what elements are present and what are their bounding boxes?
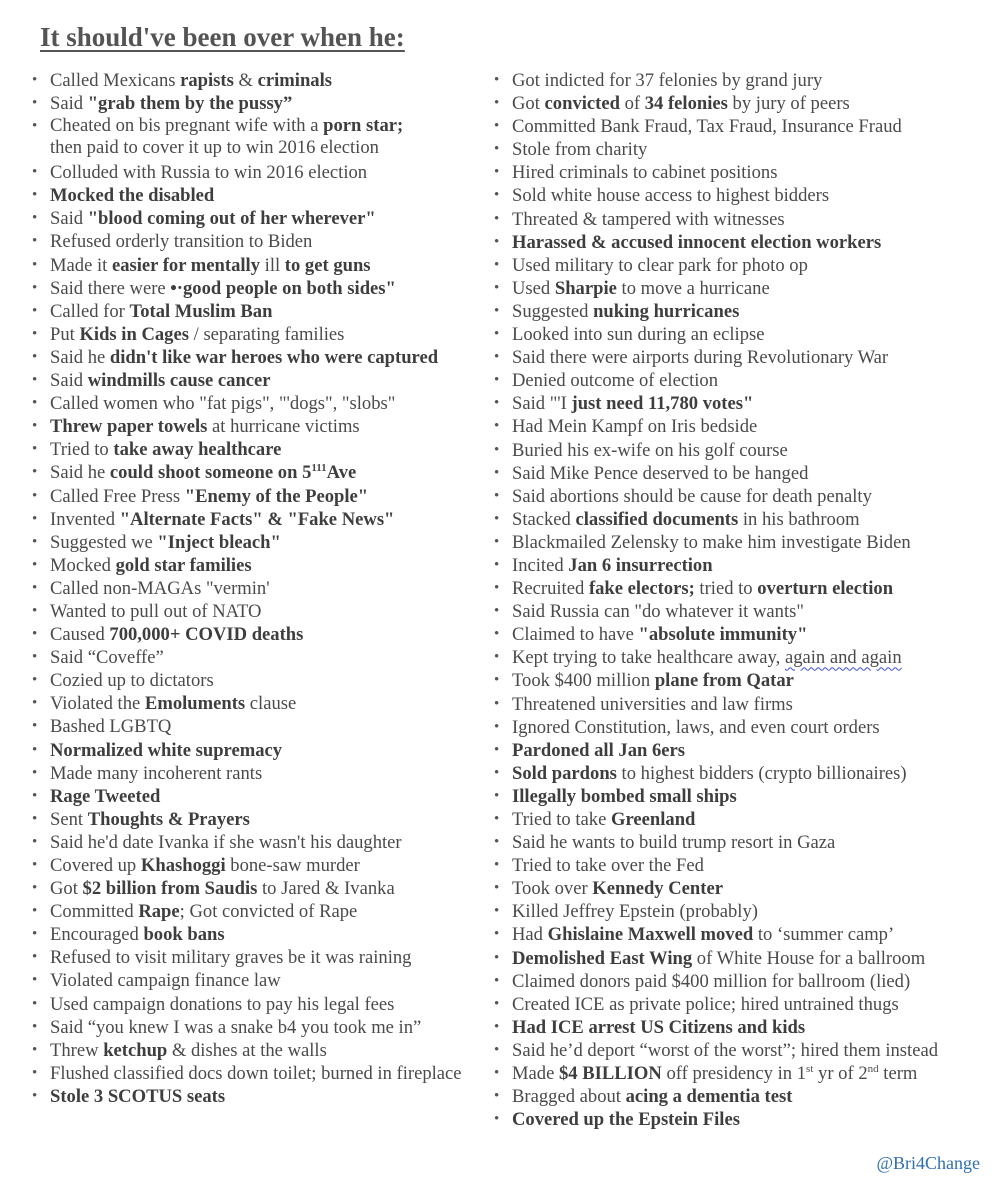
item-text: of xyxy=(619,93,645,115)
item-text: Said he’d deport “worst of the worst”; hired them instead xyxy=(512,1039,938,1061)
bold-text: convicted xyxy=(544,93,620,115)
bold-text: Demolished East Wing xyxy=(512,947,693,969)
item-text: & xyxy=(233,70,258,91)
bold-text: to get guns xyxy=(284,254,371,276)
item-text: Had Mein Kampf on Iris bedside xyxy=(512,416,758,438)
list-item xyxy=(32,715,494,738)
item-text: Said "'I xyxy=(512,393,572,415)
bold-text: overturn election xyxy=(757,578,894,600)
bold-text: classified documents xyxy=(575,508,739,530)
bold-text: "blood coming out of her wherever" xyxy=(87,208,376,230)
list-item xyxy=(494,970,964,993)
item-text: again and again xyxy=(784,647,902,669)
item-text: Refused orderly transition to Biden xyxy=(50,231,313,253)
item-text: Committed Bank Fraud, Tax Fraud, Insurance Fraud xyxy=(512,116,902,138)
list-item xyxy=(494,485,964,508)
item-text: Blackmailed Zelensky to make him investigate Biden xyxy=(512,531,911,553)
item-text: Said he wants to build trump resort in Gaza xyxy=(512,832,836,854)
list-item xyxy=(494,646,964,669)
item-text: by jury of peers xyxy=(727,93,850,115)
item-text: Caused xyxy=(50,624,110,646)
list-item xyxy=(32,115,494,161)
bold-text: Khashoggi xyxy=(140,855,226,876)
left-column-list xyxy=(32,69,494,1108)
list-item xyxy=(494,808,964,831)
item-text: Claimed to have xyxy=(512,624,639,646)
bold-text: Had ICE arrest US Citizens and kids xyxy=(512,1016,806,1038)
item-text: Tried to take over the Fed xyxy=(512,855,704,877)
bold-text: "grab them by the pussy” xyxy=(87,93,293,115)
item-text: Tried to take xyxy=(512,809,611,830)
bold-text: "Enemy of the People" xyxy=(184,485,369,507)
item-text: Made xyxy=(512,1063,559,1085)
item-text: Said “you knew I was a snake b4 you took me in” xyxy=(50,1016,422,1038)
item-text: Bashed LGBTQ xyxy=(50,716,172,738)
item-text: Put xyxy=(50,323,80,345)
item-text: Stacked xyxy=(512,508,576,530)
item-text: Committed xyxy=(50,901,139,923)
list-item xyxy=(494,716,964,739)
item-text: clause xyxy=(245,693,297,715)
list-item xyxy=(32,300,494,323)
list-item xyxy=(32,254,494,277)
bold-text: 111 xyxy=(311,462,327,475)
item-text: Had xyxy=(512,924,548,946)
bold-text: Ave xyxy=(326,462,357,484)
list-item xyxy=(494,693,964,716)
list-item xyxy=(32,161,494,184)
item-text: Called non-MAGAs "vermin' xyxy=(50,577,270,599)
bold-text: Threw paper towels xyxy=(50,416,208,438)
item-text: Said Russia can "do whatever it wants" xyxy=(512,601,804,623)
item-text: Claimed donors paid $400 million for ballroom (lied) xyxy=(512,970,911,992)
item-text: term xyxy=(878,1063,918,1085)
list-item xyxy=(32,346,494,369)
bold-text: Emoluments xyxy=(144,693,246,715)
item-text: Colluded with Russia to win 2016 election xyxy=(50,162,368,184)
bold-text: rapists xyxy=(180,70,234,91)
bold-text: Kids in Cages xyxy=(79,323,189,345)
list-item xyxy=(32,461,494,484)
item-text: Said abortions should be cause for death penalty xyxy=(512,485,872,507)
list-item xyxy=(494,993,964,1016)
item-text: in his bathroom xyxy=(738,508,860,530)
item-text: tried to xyxy=(694,578,758,600)
list-item xyxy=(32,623,494,646)
bold-text: nuking hurricanes xyxy=(593,300,740,322)
list-item xyxy=(32,1062,494,1085)
bold-text: Ghislaine Maxwell moved xyxy=(547,924,754,946)
list-item xyxy=(494,1039,964,1062)
list-item xyxy=(32,877,494,900)
item-text: Said xyxy=(50,93,88,115)
list-item xyxy=(32,323,494,346)
list-item xyxy=(32,69,494,92)
item-text: Flushed classified docs down toilet; burned in fireplace xyxy=(50,1062,462,1084)
list-item xyxy=(494,762,964,785)
item-text: Said he'd date Ivanka if she wasn't his daughter xyxy=(50,831,402,853)
bold-text: Greenland xyxy=(611,809,696,830)
item-text: Took over xyxy=(512,878,593,900)
item-text: Threated & tampered with witnesses xyxy=(512,208,785,230)
bold-text: •·good people on both sides" xyxy=(170,277,396,299)
item-text: Wanted to pull out of NATO xyxy=(50,600,262,622)
bold-text: criminals xyxy=(257,70,332,91)
list-item xyxy=(494,369,964,392)
list-item xyxy=(494,415,964,438)
list-item xyxy=(494,184,964,207)
item-text: bone-saw murder xyxy=(225,855,360,876)
list-item xyxy=(32,854,494,877)
list-item xyxy=(32,1039,494,1062)
item-text: then paid to cover it up to win 2016 election xyxy=(50,137,379,159)
list-item xyxy=(494,669,964,692)
item-text: Got indicted for 37 felonies by grand jury xyxy=(512,70,823,91)
item-text: Denied outcome of election xyxy=(512,370,719,392)
list-item xyxy=(494,92,964,115)
list-item xyxy=(32,554,494,577)
list-item xyxy=(32,946,494,969)
list-item xyxy=(32,531,494,554)
item-text: st xyxy=(806,1062,814,1075)
item-text: Said he xyxy=(50,462,110,484)
item-text: Said “Coveffe” xyxy=(50,647,164,669)
item-text: Refused to visit military graves be it was raining xyxy=(50,947,412,969)
bold-text: didn't like war heroes who were captured xyxy=(109,346,439,368)
item-text: of White House for a ballroom xyxy=(692,947,926,969)
item-text: Stole from charity xyxy=(512,139,648,161)
list-item xyxy=(494,900,964,923)
bold-text: Rape xyxy=(138,901,180,923)
item-text: to highest bidders (crypto billionaires) xyxy=(616,762,907,784)
item-text: Sent xyxy=(50,808,88,830)
bold-text: acing a dementia test xyxy=(625,1086,793,1108)
author-handle: @Bri4Change xyxy=(876,1153,980,1173)
list-item xyxy=(494,877,964,900)
list-item xyxy=(494,785,964,808)
bold-text: Illegally bombed small ships xyxy=(512,785,737,807)
list-item xyxy=(32,207,494,230)
bold-text: $2 billion from Saudis xyxy=(82,878,258,900)
bold-text: Stole 3 SCOTUS seats xyxy=(50,1085,226,1107)
bold-text: fake electors; xyxy=(588,578,695,600)
item-text: Called women who "fat pigs", "'dogs", "slobs" xyxy=(50,393,396,415)
bold-text: ketchup xyxy=(103,1039,168,1061)
bold-text: windmills cause cancer xyxy=(87,370,271,392)
list-item xyxy=(32,508,494,531)
item-text: Mocked xyxy=(50,554,116,576)
item-text: at hurricane victims xyxy=(207,416,360,438)
bold-text: Covered up the Epstein Files xyxy=(512,1109,740,1131)
bold-text: Jan 6 insurrection xyxy=(568,554,713,576)
item-text: Tried to xyxy=(50,439,114,461)
item-text: / separating families xyxy=(188,323,345,345)
item-text: Violated campaign finance law xyxy=(50,970,281,992)
item-text: Recruited xyxy=(512,578,589,600)
list-item xyxy=(494,231,964,254)
item-text: off presidency in 1 xyxy=(661,1063,807,1085)
item-text: Threw xyxy=(50,1039,104,1061)
bold-text: 700,000+ COVID deaths xyxy=(109,624,304,646)
item-text: Made many incoherent rants xyxy=(50,762,263,784)
list-item xyxy=(494,300,964,323)
bold-text: book bans xyxy=(143,924,225,946)
item-text: nd xyxy=(867,1062,879,1075)
bold-text: $4 BILLION xyxy=(558,1063,662,1085)
list-item xyxy=(494,392,964,415)
item-text: Created ICE as private police; hired untrained thugs xyxy=(512,993,899,1015)
list-item xyxy=(494,1062,964,1085)
right-column-list xyxy=(494,69,964,1131)
item-text: Invented xyxy=(50,508,120,530)
item-text: Said xyxy=(50,208,88,230)
list-item xyxy=(32,739,494,762)
bold-text: gold star families xyxy=(115,554,252,576)
item-text: Buried his ex-wife on his golf course xyxy=(512,439,788,461)
bold-text: Kennedy Center xyxy=(592,878,723,900)
bold-text: plane from Qatar xyxy=(654,670,794,692)
list-item xyxy=(494,254,964,277)
list-item xyxy=(32,392,494,415)
list-item xyxy=(494,1108,964,1131)
list-item xyxy=(32,993,494,1016)
list-item xyxy=(494,554,964,577)
item-text: Incited xyxy=(512,554,569,576)
bold-text: Sharpie xyxy=(554,277,617,299)
item-text: Said there were xyxy=(50,277,171,299)
list-item xyxy=(32,184,494,207)
item-text: Suggested xyxy=(512,300,594,322)
item-text: & dishes at the walls xyxy=(167,1039,327,1061)
list-item xyxy=(494,531,964,554)
item-text: Killed Jeffrey Epstein (probably) xyxy=(512,901,758,923)
list-item xyxy=(494,323,964,346)
item-text: Said he xyxy=(50,346,110,368)
list-item xyxy=(32,1085,494,1108)
list-item xyxy=(32,1016,494,1039)
list-item xyxy=(494,923,964,946)
list-item xyxy=(494,69,964,92)
bold-text: Thoughts & Prayers xyxy=(87,808,250,830)
list-item xyxy=(494,508,964,531)
bold-text: Normalized white supremacy xyxy=(50,739,283,761)
list-item xyxy=(32,969,494,992)
item-text: ill xyxy=(260,254,285,276)
list-item xyxy=(32,230,494,253)
item-text: Called Free Press xyxy=(50,485,185,507)
list-item xyxy=(494,739,964,762)
item-text: Said Mike Pence deserved to be hanged xyxy=(512,462,809,484)
list-item xyxy=(494,854,964,877)
item-text: Encouraged xyxy=(50,924,144,946)
item-text: Violated the xyxy=(50,693,145,715)
item-text: Cozied up to dictators xyxy=(50,670,214,692)
list-item xyxy=(32,762,494,785)
item-text: Called for xyxy=(50,300,130,322)
item-text: Looked into sun during an eclipse xyxy=(512,324,765,346)
list-item xyxy=(494,138,964,161)
list-item xyxy=(494,1085,964,1108)
list-item xyxy=(494,947,964,970)
item-text: to Jared & Ivanka xyxy=(257,878,395,900)
item-text: Used campaign donations to pay his legal fees xyxy=(50,993,395,1015)
list-item xyxy=(32,669,494,692)
item-text: Threatened universities and law firms xyxy=(512,693,793,715)
item-text: Took $400 million xyxy=(512,670,655,692)
list-item xyxy=(494,439,964,462)
item-text: Hired criminals to cabinet positions xyxy=(512,162,778,184)
list-item xyxy=(32,900,494,923)
list-item xyxy=(32,923,494,946)
bold-text: Mocked the disabled xyxy=(50,185,215,207)
item-text: to move a hurricane xyxy=(616,277,770,299)
bold-text: "Alternate Facts" & "Fake News" xyxy=(119,508,395,530)
list-item xyxy=(494,831,964,854)
bold-text: easier for mentally xyxy=(111,254,260,276)
item-text: ; Got convicted of Rape xyxy=(179,901,358,923)
item-text: Got xyxy=(50,878,83,900)
list-item xyxy=(32,646,494,669)
list-item xyxy=(32,577,494,600)
item-text: Bragged about xyxy=(512,1086,626,1108)
bold-text: "Inject bleach" xyxy=(157,531,281,553)
item-text: Said xyxy=(50,370,88,392)
item-text: Covered up xyxy=(50,855,141,876)
item-text: to ‘summer camp’ xyxy=(753,924,895,946)
list-item xyxy=(32,438,494,461)
list-item xyxy=(32,808,494,831)
item-text: Kept trying to take healthcare away, xyxy=(512,647,785,669)
list-item xyxy=(32,600,494,623)
list-item xyxy=(494,208,964,231)
item-text: Used military to clear park for photo op xyxy=(512,254,808,276)
bold-text: take away healthcare xyxy=(113,439,282,461)
list-item xyxy=(494,623,964,646)
bold-text: Harassed & accused innocent election workers xyxy=(512,231,882,253)
list-item xyxy=(32,92,494,115)
bold-text: porn star; xyxy=(323,115,404,137)
bold-text: Total Muslim Ban xyxy=(129,300,273,322)
list-item xyxy=(32,831,494,854)
item-text: Sold white house access to highest bidders xyxy=(512,185,830,207)
list-item xyxy=(494,115,964,138)
list-item xyxy=(494,462,964,485)
item-text: yr of 2 xyxy=(813,1063,868,1085)
item-text: Used xyxy=(512,277,555,299)
item-text: Got xyxy=(512,93,545,115)
item-text: Cheated on bis pregnant wife with a xyxy=(50,115,324,137)
list-item xyxy=(494,346,964,369)
list-item xyxy=(32,785,494,808)
list-item xyxy=(494,277,964,300)
list-item xyxy=(32,369,494,392)
list-item xyxy=(494,161,964,184)
list-item xyxy=(32,415,494,438)
bold-text: Rage Tweeted xyxy=(50,785,161,807)
bold-text: 34 felonies xyxy=(644,93,728,115)
list-item xyxy=(32,277,494,300)
bold-text: could shoot someone on 5 xyxy=(109,462,312,484)
bold-text: Pardoned all Jan 6ers xyxy=(512,739,686,761)
list-item xyxy=(494,600,964,623)
item-text: Ignored Constitution, laws, and even court orders xyxy=(512,716,880,738)
item-text: Said there were airports during Revolutionary War xyxy=(512,347,889,369)
list-item xyxy=(32,692,494,715)
list-item xyxy=(494,1016,964,1039)
item-text: Suggested we xyxy=(50,531,158,553)
item-text: Called Mexicans xyxy=(50,70,181,91)
item-text: Made it xyxy=(50,254,112,276)
bold-text: "absolute immunity" xyxy=(638,624,808,646)
bold-text: Sold pardons xyxy=(512,762,617,784)
bold-text: just need 11,780 votes" xyxy=(571,393,754,415)
page-title: It should've been over when he: xyxy=(40,22,405,52)
list-item xyxy=(494,577,964,600)
list-item xyxy=(32,485,494,508)
